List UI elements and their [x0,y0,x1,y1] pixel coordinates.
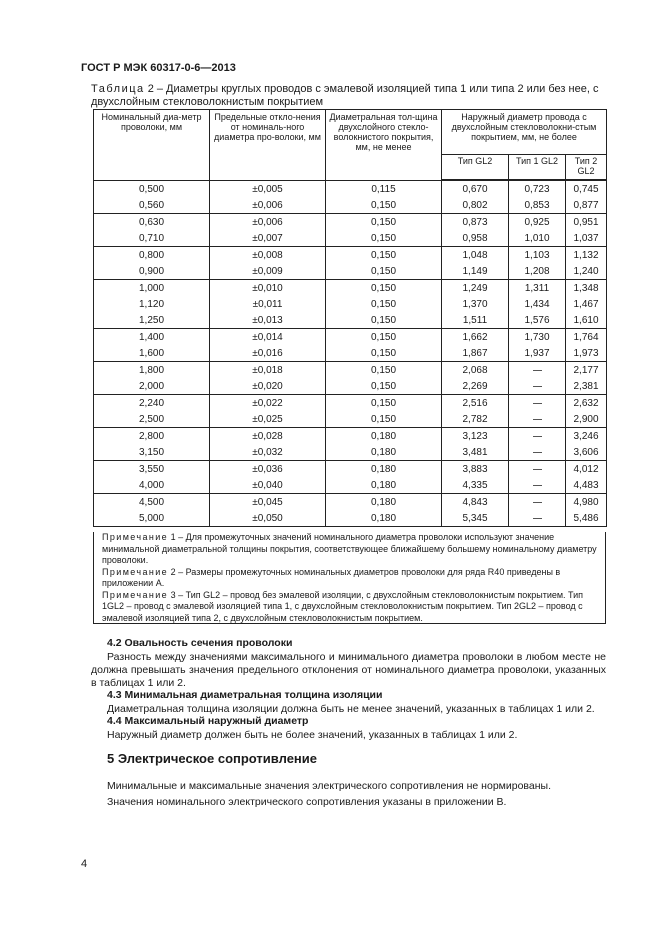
table-cell: 0,958 [442,230,509,247]
table-cell: ±0,036 [210,461,326,478]
table-cell: 0,150 [326,296,442,312]
table-cell: ±0,020 [210,378,326,395]
dash-mark [533,386,542,387]
page-number: 4 [81,858,88,870]
table-cell: ±0,025 [210,411,326,428]
table-cell [509,510,566,527]
table-row [94,280,607,297]
table-row [94,312,607,329]
table-cell: 0,951 [566,214,607,231]
dash-mark [533,452,542,453]
section-4-3-text: Диаметральная толщина изоляции должна быть не менее значений, указанных в таблицах 1 или 2. [107,703,595,715]
table-cell [509,428,566,445]
table-cell: 0,150 [326,230,442,247]
dash-mark [533,502,542,503]
table-cell: 5,345 [442,510,509,527]
dash-mark [533,370,542,371]
table-cell [509,378,566,395]
table-cell: 3,246 [566,428,607,445]
table-cell: ±0,032 [210,444,326,461]
dash-mark [533,419,542,420]
table-cell: 1,370 [442,296,509,312]
table-cell: ±0,005 [210,180,326,197]
table-caption-text: 2 – Диаметры круглых проводов с эмалевой изоляцией типа 1 или типа 2 или без нее, с двухслойным стекловолокнистым покрытием [91,83,599,108]
table-cell: ±0,014 [210,329,326,346]
col-header-type-gl2: Тип GL2 [442,155,509,181]
table-cell: 1,010 [509,230,566,247]
table-cell: 0,150 [326,197,442,214]
table-row [94,378,607,395]
table-row [94,411,607,428]
table-cell: 1,240 [566,263,607,280]
table-row [94,362,607,379]
table-cell: 0,180 [326,510,442,527]
table-cell: 1,103 [509,247,566,264]
table-cell: 1,120 [94,296,210,312]
table-cell: 1,600 [94,345,210,362]
col-header-outer-diameter: Наружный диаметр провода с двухслойным стекловолокни-стым покрытием, мм, не более [442,110,607,155]
table-cell: 0,853 [509,197,566,214]
table-cell: 1,937 [509,345,566,362]
table-cell [509,395,566,412]
table-row [94,345,607,362]
table-row [94,395,607,412]
table-cell: 1,800 [94,362,210,379]
table-cell: 0,150 [326,329,442,346]
table-cell: 2,800 [94,428,210,445]
section-4-4-text: Наружный диаметр должен быть не более значений, указанных в таблицах 1 или 2. [107,729,518,741]
table-cell: 0,150 [326,214,442,231]
table-cell: 0,180 [326,477,442,494]
table-cell: 1,662 [442,329,509,346]
table-cell: 2,900 [566,411,607,428]
table-cell: 0,745 [566,180,607,197]
table-cell: 1,037 [566,230,607,247]
table-caption-label: Таблица [91,83,145,95]
table-cell: ±0,006 [210,214,326,231]
table-cell: 3,606 [566,444,607,461]
table-cell: 1,610 [566,312,607,329]
table-cell: 0,710 [94,230,210,247]
table-cell: 0,150 [326,345,442,362]
table-cell: 4,483 [566,477,607,494]
table-cell: ±0,009 [210,263,326,280]
section-4-3-title: 4.3 Минимальная диаметральная толщина изоляции [107,689,383,701]
note-label: Примечание [102,566,169,577]
table-cell: 0,150 [326,411,442,428]
note-text: 3 – Тип GL2 – провод без эмалевой изоляции, с двухслойным стекловолокнистым покрытием. Тип 1GL2 – провод с эмалевой изоляцией типа 1, с двухслойным стекловолокнистым покрытием. Тип 2GL2 – провод с эмалевой изоляцией типа 2, с двухслойным стекловолокнистым покрытием. [102,589,584,623]
table-cell: ±0,008 [210,247,326,264]
table-cell: 1,511 [442,312,509,329]
table-cell: 1,048 [442,247,509,264]
table-cell: 0,877 [566,197,607,214]
table-cell: ±0,010 [210,280,326,297]
table-row [94,180,607,197]
table-cell: 1,249 [442,280,509,297]
table-cell: 0,180 [326,428,442,445]
table-row [94,214,607,231]
table-cell: 4,012 [566,461,607,478]
table-row [94,230,607,247]
table-cell: 1,400 [94,329,210,346]
table-row [94,444,607,461]
table-cell: ±0,050 [210,510,326,527]
note-label: Примечание [102,532,169,542]
table-row [94,329,607,346]
table-cell: 4,843 [442,494,509,511]
table-cell: 0,873 [442,214,509,231]
table-cell: 4,500 [94,494,210,511]
table-cell: 0,150 [326,312,442,329]
table-cell: 2,068 [442,362,509,379]
table-cell: 0,802 [442,197,509,214]
table-cell: ±0,013 [210,312,326,329]
section-4-2-title: 4.2 Овальность сечения проволоки [107,637,293,649]
table-row [94,494,607,511]
table-cell: ±0,022 [210,395,326,412]
table-cell: 1,764 [566,329,607,346]
col-header-nominal-diameter: Номинальный диа-метр проволоки, мм [94,110,210,181]
table-cell: 2,500 [94,411,210,428]
table-cell: 1,250 [94,312,210,329]
table-cell: 1,973 [566,345,607,362]
table-cell: 0,670 [442,180,509,197]
table-cell: 2,782 [442,411,509,428]
diameter-table [93,109,607,527]
section-5-paragraph-2: Значения номинального электрического сопротивления указаны в приложении В. [107,796,507,808]
table-cell: 1,208 [509,263,566,280]
table-cell: 0,150 [326,362,442,379]
table-cell: 0,150 [326,247,442,264]
table-cell: ±0,028 [210,428,326,445]
col-header-type-1gl2: Тип 1 GL2 [509,155,566,181]
table-cell: 3,883 [442,461,509,478]
table-cell: 0,630 [94,214,210,231]
table-cell: 5,000 [94,510,210,527]
table-cell: 0,925 [509,214,566,231]
table-cell: 3,150 [94,444,210,461]
note-3 [102,590,597,625]
note-1 [102,532,597,567]
table-cell: 2,516 [442,395,509,412]
table-cell [509,444,566,461]
col-header-type-2gl2: Тип 2 GL2 [566,155,607,181]
col-header-deviation: Предельные откло-нения от номиналь-ного диаметра про-волоки, мм [210,110,326,181]
table-body [94,180,607,527]
dash-mark [533,485,542,486]
table-notes [93,532,606,624]
table-cell: 4,000 [94,477,210,494]
table-cell: 2,240 [94,395,210,412]
note-text: 2 – Размеры промежуточных номинальных диаметров проволоки для ряда R40 приведены в приложении А. [102,566,561,588]
table-cell: ±0,016 [210,345,326,362]
dash-mark [533,403,542,404]
table-cell: 1,434 [509,296,566,312]
table-cell: 1,149 [442,263,509,280]
table-cell: ±0,045 [210,494,326,511]
table-cell: 0,180 [326,461,442,478]
table-row [94,296,607,312]
table-cell: 2,632 [566,395,607,412]
table-cell: 3,481 [442,444,509,461]
table-cell: 1,000 [94,280,210,297]
table-cell: 0,115 [326,180,442,197]
table-cell [509,477,566,494]
table-cell: 1,467 [566,296,607,312]
table-row [94,197,607,214]
dash-mark [533,518,542,519]
note-text: 1 – Для промежуточных значений номинального диаметра проволоки используют значение минимальной диаметральной толщины покрытия, соответствующее ближайшему большему номинальному диаметру проволоки. [102,532,597,565]
table-cell: 1,576 [509,312,566,329]
table-caption [91,83,611,108]
table-cell: 0,150 [326,378,442,395]
table-cell: ±0,018 [210,362,326,379]
table-cell: 2,269 [442,378,509,395]
table-cell: ±0,040 [210,477,326,494]
table-cell [509,461,566,478]
table-cell: 0,150 [326,395,442,412]
table-cell: 0,180 [326,494,442,511]
col-header-coating-thickness: Диаметральная тол-щина двухслойного стекло-волокнистого покрытия, мм, не менее [326,110,442,181]
table-cell: 0,800 [94,247,210,264]
table-cell [509,411,566,428]
table-cell [509,362,566,379]
table-cell: 0,150 [326,280,442,297]
table-cell: 3,550 [94,461,210,478]
table-row [94,477,607,494]
table-cell: ±0,011 [210,296,326,312]
section-4-2-text: Разность между значениями максимального и минимального диаметра проволоки в любом месте не должна превышать значения предельного отклонения от номинального диаметра проволоки, указанных в таблицах 1 или 2. [91,651,606,689]
table-cell: 0,500 [94,180,210,197]
table-row [94,247,607,264]
table-cell: 2,177 [566,362,607,379]
table-cell: 4,980 [566,494,607,511]
table-cell: 1,867 [442,345,509,362]
section-4-4-title: 4.4 Максимальный наружный диаметр [107,715,309,727]
section-5-paragraph-1: Минимальные и максимальные значения электрического сопротивления не нормированы. [107,780,551,792]
table-cell: ±0,007 [210,230,326,247]
table-cell: 3,123 [442,428,509,445]
document-header: ГОСТ Р МЭК 60317-0-6—2013 [81,62,236,74]
table-cell [509,494,566,511]
dash-mark [533,436,542,437]
table-cell: 2,381 [566,378,607,395]
dash-mark [533,469,542,470]
table-cell: 0,150 [326,263,442,280]
table-cell: 1,132 [566,247,607,264]
section-5-title: 5 Электрическое сопротивление [107,751,317,766]
table-cell: 5,486 [566,510,607,527]
table-row [94,510,607,527]
table-cell: 0,180 [326,444,442,461]
table-cell: ±0,006 [210,197,326,214]
table-cell: 0,723 [509,180,566,197]
table-row [94,461,607,478]
table-row [94,428,607,445]
table-cell: 4,335 [442,477,509,494]
table-cell: 1,730 [509,329,566,346]
table-cell: 0,560 [94,197,210,214]
table-row [94,263,607,280]
table-cell: 0,900 [94,263,210,280]
table-cell: 1,311 [509,280,566,297]
table-cell: 2,000 [94,378,210,395]
note-2 [102,567,597,590]
note-label: Примечание [102,589,169,600]
table-cell: 1,348 [566,280,607,297]
